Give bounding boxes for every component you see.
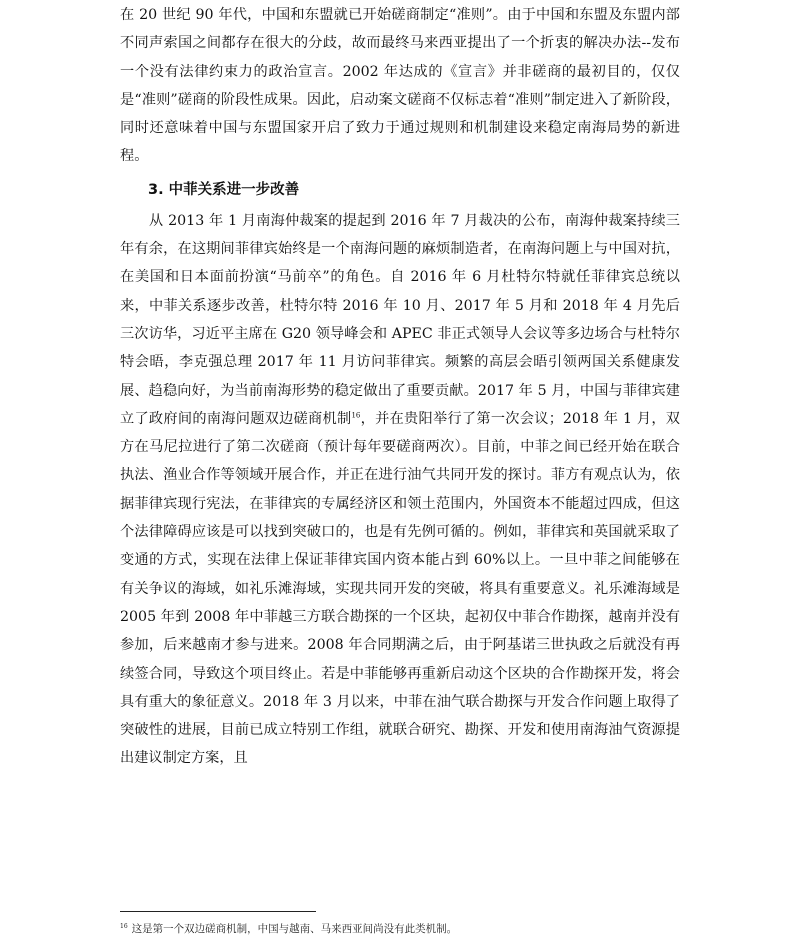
footnote-divider [120, 911, 316, 912]
paragraph-text-part-2: ，并在贵阳举行了第一次会议；2018 年 1 月，双方在马尼拉进行了第二次磋商（预计每年要磋商两次）。目前，中菲之间已经开始在联合执法、渔业合作等领域开展合作，并正在进行油气共同开发的探讨。菲方有观点认为，依据菲律宾现行宪法，在菲律宾的专属经济区和领土范围内，外国资本不能超过四成，但这个法律障碍应该是可以找到突破口的，也是有先例可循的。例如，菲律宾和英国就采取了变通的方式，实现在法律上保证菲律宾国内资本能占到 60%以上。一旦中菲之间能够在有关争议的海域，如礼乐滩海域，实现共同开发的突破，将具有重要意义。礼乐滩海域是 2005 年到 2008 年中菲越三方联合勘探的一个区块，起初仅中菲合作勘探，越南并没有参加，后来越南才参与进来。2008 年合同期满之后，由于阿基诺三世执政之后就没有再续签合同，导致这个项目终止。若是中菲能够再重新启动这个区块的合作勘探开发，将会具有重大的象征意义。2018 年 3 月以来，中菲在油气联合勘探与开发合作问题上取得了突破性的进展，目前已成立特别工作组，就联合研究、勘探、开发和使用南海油气资源提出建议制定方案，且 [120, 410, 680, 767]
paragraph-code-of-conduct: 在 20 世纪 90 年代，中国和东盟就已开始磋商制定“准则”。由于中国和东盟及东盟内部不同声索国之间都存在很大的分歧，故而最终马来西亚提出了一个折衷的解决办法--发布一个没有法律约束力的政治宣言。2002 年达成的《宣言》并非磋商的最初目的，仅仅是“准则”磋商的阶段性成果。因此，启动案文磋商不仅标志着“准则”制定进入了新阶段，同时还意味着中国与东盟国家开启了致力于通过规则和机制建设来稳定南海局势的新进程。 [120, 7, 680, 165]
paragraph-text-part-1: 从 2013 年 1 月南海仲裁案的提起到 2016 年 7 月裁决的公布，南海仲裁案持续三年有余，在这期间菲律宾始终是一个南海问题的麻烦制造者，在南海问题上与中国对抗，在美国和日本面前扮演“马前卒”的角色。自 2016 年 6 月杜特尔特就任菲律宾总统以来，中菲关系逐步改善，杜特尔特 2016 年 10 月、2017 年 5 月和 2018 年 4 月先后三次访华，习近平主席在 G20 领导峰会和 APEC 非正式领导人会议等多边场合与杜特尔特会晤，李克强总理 2017 年 11 月访问菲律宾。频繁的高层会晤引领两国关系健康发展、趋稳向好，为当前南海形势的稳定做出了重要贡献。2017 年 5 月，中国与菲律宾建立了政府间的南海问题双边磋商机制 [120, 212, 680, 427]
footnote-reference[interactable]: 16 [351, 411, 361, 420]
document-body [120, 0, 680, 773]
footnote-text: 这是第一个双边磋商机制，中国与越南、马来西亚间尚没有此类机制。 [131, 923, 458, 935]
section-heading: 3. 中菲关系进一步改善 [148, 181, 300, 198]
footnote-number: 16 [120, 922, 128, 930]
paragraph-china-philippines [120, 207, 680, 773]
footnote [120, 921, 680, 937]
